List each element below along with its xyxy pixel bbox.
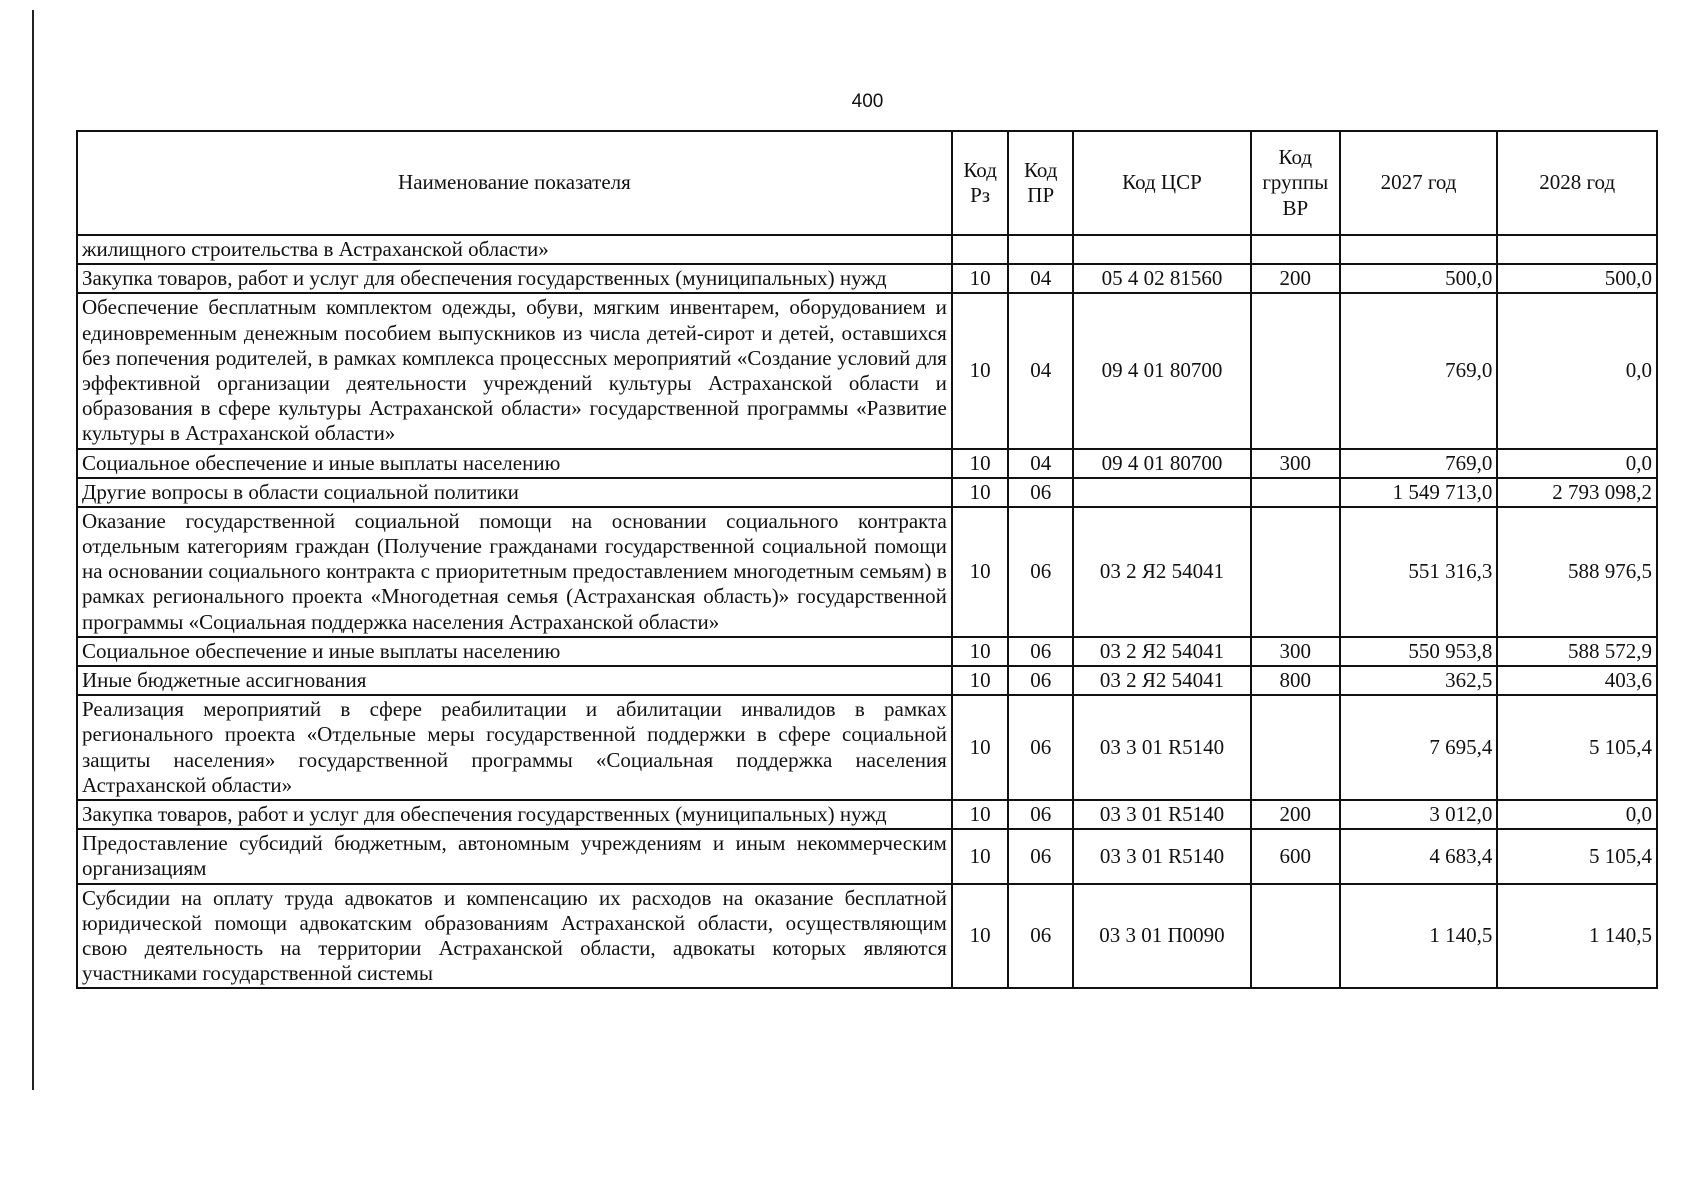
row-name: Оказание государственной социальной помощи на основании социального контракта отдельным категориям граждан (Получение гражданами государственной социальной помощи на основании социального контракта с приоритетным предоставлением многодетным семьям) в рамках регионального проекта «Многодетная семья (Астраханская область)» государственной программы «Социальная поддержка населения Астраханской области» xyxy=(77,507,952,637)
row-csr xyxy=(1073,478,1251,507)
row-2027: 769,0 xyxy=(1340,293,1498,448)
row-rz: 10 xyxy=(952,264,1009,293)
row-name: Субсидии на оплату труда адвокатов и компенсацию их расходов на оказание бесплатной юридической помощи адвокатским образованиям Астраханской области, осуществляющим свою деятельность на территории Астраханской области, адвокаты которых являются участниками государственной системы xyxy=(77,884,952,989)
table-row xyxy=(77,637,1657,666)
row-rz: 10 xyxy=(952,829,1009,883)
row-pr: 06 xyxy=(1008,666,1073,695)
row-rz: 10 xyxy=(952,666,1009,695)
row-pr: 06 xyxy=(1008,884,1073,989)
header-rz: Код Рз xyxy=(952,131,1009,235)
row-pr: 06 xyxy=(1008,478,1073,507)
header-name: Наименование показателя xyxy=(77,131,952,235)
row-name: Предоставление субсидий бюджетным, автономным учреждениям и иным некоммерческим организациям xyxy=(77,829,952,883)
row-rz: 10 xyxy=(952,449,1009,478)
row-2028: 2 793 098,2 xyxy=(1497,478,1657,507)
header-2027: 2027 год xyxy=(1340,131,1498,235)
row-2028: 0,0 xyxy=(1497,293,1657,448)
row-2028: 588 572,9 xyxy=(1497,637,1657,666)
row-vr xyxy=(1251,507,1340,637)
row-vr xyxy=(1251,293,1340,448)
header-vr: Код группы ВР xyxy=(1251,131,1340,235)
row-pr: 04 xyxy=(1008,264,1073,293)
row-2027: 1 140,5 xyxy=(1340,884,1498,989)
row-vr: 200 xyxy=(1251,264,1340,293)
row-pr: 06 xyxy=(1008,800,1073,829)
table-row xyxy=(77,666,1657,695)
table-row xyxy=(77,478,1657,507)
table-row xyxy=(77,449,1657,478)
row-pr: 04 xyxy=(1008,449,1073,478)
header-2028: 2028 год xyxy=(1497,131,1657,235)
row-2027 xyxy=(1340,235,1498,264)
row-name: Другие вопросы в области социальной политики xyxy=(77,478,952,507)
row-2028: 500,0 xyxy=(1497,264,1657,293)
row-2028: 5 105,4 xyxy=(1497,829,1657,883)
table-row xyxy=(77,264,1657,293)
header-csr: Код ЦСР xyxy=(1073,131,1251,235)
row-csr: 03 2 Я2 54041 xyxy=(1073,666,1251,695)
row-pr xyxy=(1008,235,1073,264)
row-rz: 10 xyxy=(952,507,1009,637)
row-csr: 03 2 Я2 54041 xyxy=(1073,507,1251,637)
table-header-row xyxy=(77,131,1657,235)
row-name: Социальное обеспечение и иные выплаты населению xyxy=(77,637,952,666)
row-2027: 769,0 xyxy=(1340,449,1498,478)
row-rz: 10 xyxy=(952,800,1009,829)
row-name: жилищного строительства в Астраханской области» xyxy=(77,235,952,264)
table-row xyxy=(77,695,1657,800)
row-csr: 03 2 Я2 54041 xyxy=(1073,637,1251,666)
row-2027: 4 683,4 xyxy=(1340,829,1498,883)
row-csr: 03 3 01 R5140 xyxy=(1073,695,1251,800)
row-pr: 06 xyxy=(1008,507,1073,637)
row-vr: 300 xyxy=(1251,449,1340,478)
table-row xyxy=(77,800,1657,829)
row-name: Иные бюджетные ассигнования xyxy=(77,666,952,695)
row-pr: 06 xyxy=(1008,695,1073,800)
row-2027: 7 695,4 xyxy=(1340,695,1498,800)
row-2027: 1 549 713,0 xyxy=(1340,478,1498,507)
page-margin-line xyxy=(32,10,34,1090)
row-2027: 3 012,0 xyxy=(1340,800,1498,829)
row-name: Закупка товаров, работ и услуг для обеспечения государственных (муниципальных) нужд xyxy=(77,800,952,829)
row-name: Обеспечение бесплатным комплектом одежды, обуви, мягким инвентарем, оборудованием и единовременным денежным пособием выпускников из числа детей-сирот и детей, оставшихся без попечения родителей, в рамках комплекса процессных мероприятий «Создание условий для эффективной организации деятельности учреждений культуры Астраханской области и образования в сфере культуры Астраханской области» государственной программы «Развитие культуры в Астраханской области» xyxy=(77,293,952,448)
table-row xyxy=(77,235,1657,264)
row-rz: 10 xyxy=(952,695,1009,800)
row-2028: 0,0 xyxy=(1497,449,1657,478)
row-pr: 04 xyxy=(1008,293,1073,448)
row-2028: 588 976,5 xyxy=(1497,507,1657,637)
row-rz: 10 xyxy=(952,293,1009,448)
row-rz: 10 xyxy=(952,478,1009,507)
row-2028: 5 105,4 xyxy=(1497,695,1657,800)
row-vr: 800 xyxy=(1251,666,1340,695)
table-row xyxy=(77,507,1657,637)
row-vr: 300 xyxy=(1251,637,1340,666)
row-vr xyxy=(1251,695,1340,800)
row-csr: 03 3 01 П0090 xyxy=(1073,884,1251,989)
page-number: 400 xyxy=(851,91,884,112)
budget-table xyxy=(76,130,1658,989)
row-2028 xyxy=(1497,235,1657,264)
table-row xyxy=(77,829,1657,883)
row-csr: 09 4 01 80700 xyxy=(1073,293,1251,448)
row-vr xyxy=(1251,235,1340,264)
row-vr xyxy=(1251,478,1340,507)
row-2028: 1 140,5 xyxy=(1497,884,1657,989)
row-vr: 200 xyxy=(1251,800,1340,829)
row-csr: 09 4 01 80700 xyxy=(1073,449,1251,478)
header-pr: Код ПР xyxy=(1008,131,1073,235)
table-row xyxy=(77,884,1657,989)
row-name: Реализация мероприятий в сфере реабилитации и абилитации инвалидов в рамках регионального проекта «Отдельные меры государственной поддержки в сфере социальной защиты населения» государственной программы «Социальная поддержка населения Астраханской области» xyxy=(77,695,952,800)
row-rz: 10 xyxy=(952,884,1009,989)
row-2027: 550 953,8 xyxy=(1340,637,1498,666)
row-pr: 06 xyxy=(1008,829,1073,883)
row-pr: 06 xyxy=(1008,637,1073,666)
row-vr xyxy=(1251,884,1340,989)
row-name: Социальное обеспечение и иные выплаты населению xyxy=(77,449,952,478)
row-csr: 05 4 02 81560 xyxy=(1073,264,1251,293)
row-2027: 500,0 xyxy=(1340,264,1498,293)
row-vr: 600 xyxy=(1251,829,1340,883)
row-2027: 551 316,3 xyxy=(1340,507,1498,637)
row-2028: 403,6 xyxy=(1497,666,1657,695)
row-rz xyxy=(952,235,1009,264)
row-rz: 10 xyxy=(952,637,1009,666)
row-2027: 362,5 xyxy=(1340,666,1498,695)
row-csr: 03 3 01 R5140 xyxy=(1073,800,1251,829)
row-csr xyxy=(1073,235,1251,264)
row-2028: 0,0 xyxy=(1497,800,1657,829)
row-csr: 03 3 01 R5140 xyxy=(1073,829,1251,883)
table-row xyxy=(77,293,1657,448)
row-name: Закупка товаров, работ и услуг для обеспечения государственных (муниципальных) нужд xyxy=(77,264,952,293)
